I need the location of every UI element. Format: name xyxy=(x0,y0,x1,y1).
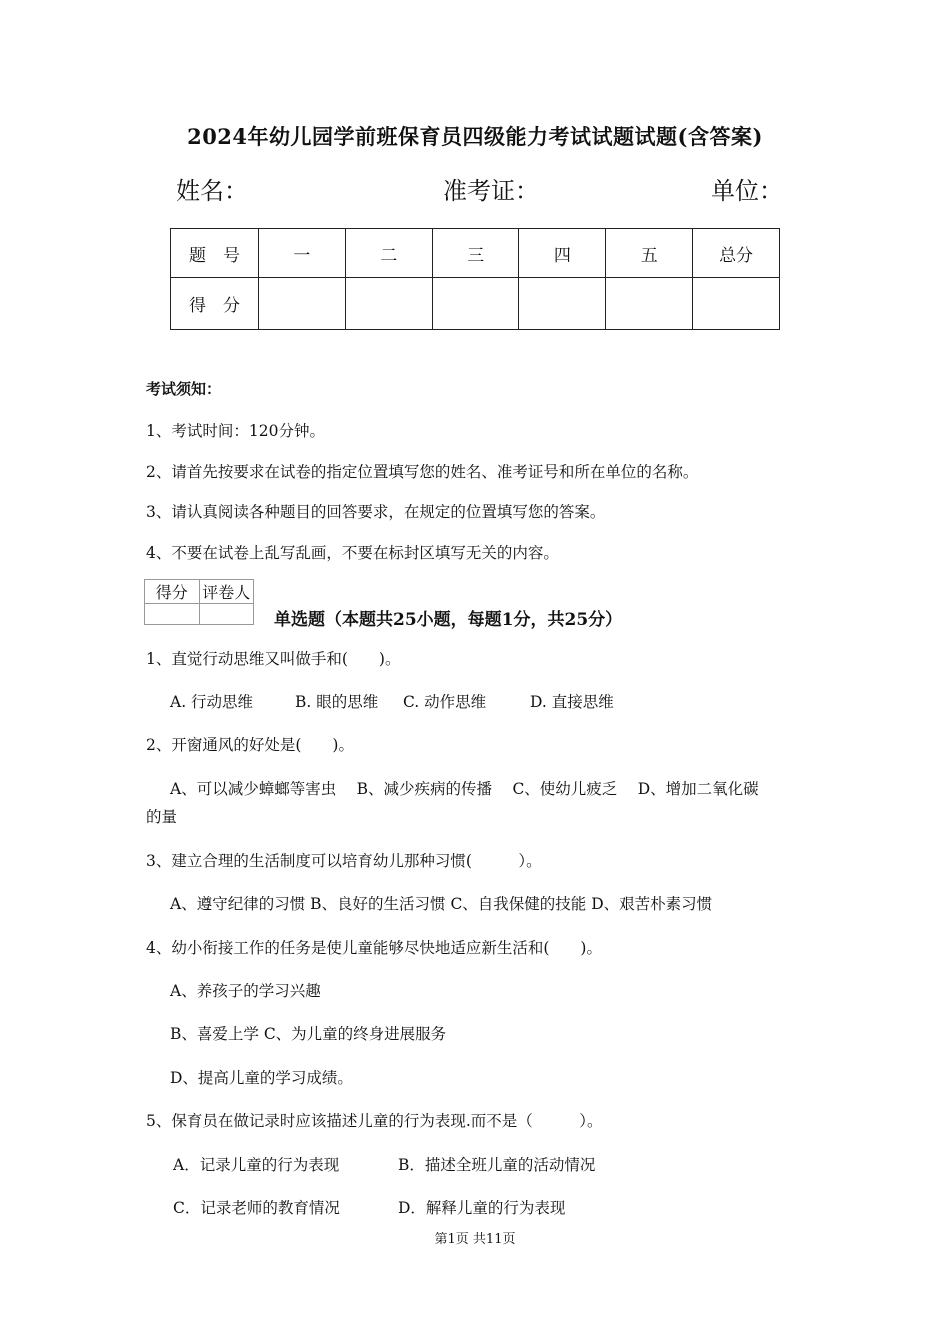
option-line-a[interactable]: A、养孩子的学习兴趣 xyxy=(170,982,321,1000)
question-stem: 2、开窗通风的好处是( )。 xyxy=(146,736,354,754)
note-item: 2、请首先按要求在试卷的指定位置填写您的姓名、准考证号和所在单位的名称。 xyxy=(146,463,699,481)
question-stem: 4、幼小衔接工作的任务是使儿童能够尽快地适应新生活和( )。 xyxy=(146,939,602,957)
option-b[interactable]: B. 眼的思维 xyxy=(295,693,379,711)
header-cell-label: 题 号 xyxy=(171,229,259,278)
score-table xyxy=(170,228,780,330)
grader-box xyxy=(144,579,254,625)
header-cell-3: 三 xyxy=(432,229,519,278)
option-d[interactable]: D. 直接思维 xyxy=(530,693,614,711)
exam-id-label: 准考证： xyxy=(443,177,539,205)
header-cell-5: 五 xyxy=(606,229,693,278)
note-item: 3、请认真阅读各种题目的回答要求，在规定的位置填写您的答案。 xyxy=(146,503,606,521)
grader-reviewer-cell[interactable] xyxy=(199,604,254,625)
score-cell-2[interactable] xyxy=(345,278,432,330)
note-item: 1、考试时间：120分钟。 xyxy=(146,422,325,440)
score-cell-3[interactable] xyxy=(432,278,519,330)
document-title: 2024年幼儿园学前班保育员四级能力考试试题试题(含答案) xyxy=(187,124,763,149)
option-c[interactable]: C．记录老师的教育情况 xyxy=(173,1199,340,1217)
name-label: 姓名： xyxy=(176,177,248,205)
section-title: 单选题（本题共25小题，每题1分，共25分） xyxy=(274,610,623,630)
score-table-header-row xyxy=(171,229,780,278)
header-cell-4: 四 xyxy=(519,229,606,278)
question-stem: 5、保育员在做记录时应该描述儿童的行为表现.而不是（ ）。 xyxy=(146,1112,603,1130)
grader-score-label: 得分 xyxy=(145,580,200,604)
notes-title: 考试须知： xyxy=(146,380,222,398)
option-line-d[interactable]: D、提高儿童的学习成绩。 xyxy=(170,1069,353,1087)
options-line[interactable]: A、遵守纪律的习惯 B、良好的生活习惯 C、自我保健的技能 D、艰苦朴素习惯 xyxy=(170,895,713,913)
option-a[interactable]: A．记录儿童的行为表现 xyxy=(173,1156,340,1174)
unit-label: 单位： xyxy=(711,177,783,205)
question-stem: 1、直觉行动思维又叫做手和( )。 xyxy=(146,650,401,668)
question-stem: 3、建立合理的生活制度可以培育幼儿那种习惯( ）。 xyxy=(146,852,542,870)
grader-reviewer-label: 评卷人 xyxy=(199,580,254,604)
score-cell-1[interactable] xyxy=(259,278,346,330)
header-cell-total: 总分 xyxy=(693,229,780,278)
grader-score-cell[interactable] xyxy=(145,604,200,625)
header-cell-1: 一 xyxy=(259,229,346,278)
option-c[interactable]: C. 动作思维 xyxy=(403,693,487,711)
score-cell-4[interactable] xyxy=(519,278,606,330)
option-d[interactable]: D．解释儿童的行为表现 xyxy=(398,1199,566,1217)
option-a[interactable]: A. 行动思维 xyxy=(170,693,254,711)
options-line[interactable]: A、可以减少蟑螂等害虫 B、减少疾病的传播 C、使幼儿疲乏 D、增加二氧化碳 xyxy=(170,780,759,798)
header-cell-2: 二 xyxy=(345,229,432,278)
page-footer: 第1页 共11页 xyxy=(434,1232,516,1247)
option-b[interactable]: B．描述全班儿童的活动情况 xyxy=(398,1156,596,1174)
score-cell-5[interactable] xyxy=(606,278,693,330)
score-table-score-row xyxy=(171,278,780,330)
options-line-continued: 的量 xyxy=(146,808,178,826)
score-row-label: 得 分 xyxy=(171,278,259,330)
score-cell-total[interactable] xyxy=(693,278,780,330)
note-item: 4、不要在试卷上乱写乱画，不要在标封区填写无关的内容。 xyxy=(146,544,559,562)
option-line-bc[interactable]: B、喜爱上学 C、为儿童的终身进展服务 xyxy=(170,1025,447,1043)
